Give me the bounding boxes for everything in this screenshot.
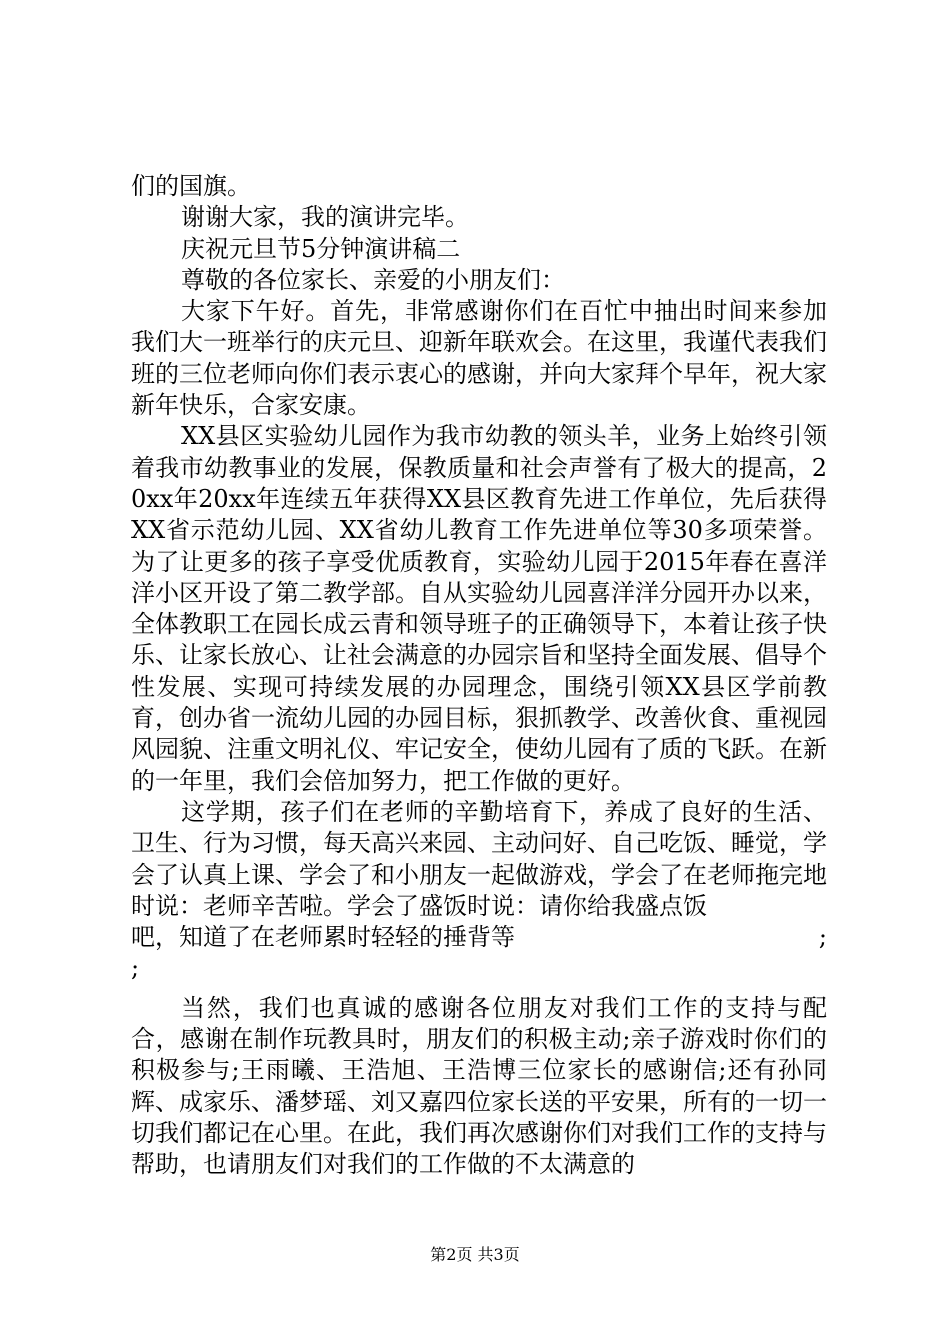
paragraph: 谢谢大家，我的演讲完毕。 bbox=[181, 203, 469, 232]
page-number-footer: 第2页 共3页 bbox=[430, 1245, 520, 1264]
paragraph: 这学期，孩子们在老师的辛勤培育下，养成了良好的生活、卫生、行为习惯，每天高兴来园、主动问好、自己吃饭、睡觉，学会了认真上课、学会了和小朋友一起做游戏，学会了在老师拖完地时说：老师辛苦啦。学会了盛饭时说：请你给我盛点饭 bbox=[131, 797, 827, 920]
document-body bbox=[131, 171, 827, 1181]
paragraph: 们的国旗。 bbox=[131, 172, 251, 200]
trailing-semicolon: ; bbox=[818, 923, 827, 952]
line-with-trailing-semicolon bbox=[131, 922, 827, 953]
paragraph: XX县区实验幼儿园作为我市幼教的领头羊，业务上始终引领着我市幼教事业的发展，保教质量和社会声誉有了极大的提高，20xx年20xx年连续五年获得XX县区教育先进工作单位，先后获得XX省示范幼儿园、XX省幼儿教育工作先进单位等30多项荣誉。为了让更多的孩子享受优质教育，实验幼儿园于2015年春在喜洋洋小区开设了第二教学部。自从实验幼儿园喜洋洋分园开办以来，全体教职工在园长成云青和领导班子的正确领导下，本着让孩子快乐、让家长放心、让社会满意的办园宗旨和坚持全面发展、倡导个性发展、实现可持续发展的办园理念，围绕引领XX县区学前教育，创办省一流幼儿园的办园目标，狠抓教学、改善伙食、重视园风园貌、注重文明礼仪、牢记安全，使幼儿园有了质的飞跃。在新的一年里，我们会倍加努力，把工作做的更好。 bbox=[131, 422, 827, 795]
section-heading: 庆祝元旦节5分钟演讲稿二 bbox=[181, 234, 461, 263]
paragraph: 大家下午好。首先，非常感谢你们在百忙中抽出时间来参加我们大一班举行的庆元旦、迎新年联欢会。在这里，我谨代表我们班的三位老师向你们表示衷心的感谢，并向大家拜个早年，祝大家新年快乐，合家安康。 bbox=[131, 297, 827, 420]
paragraph: 当然，我们也真诚的感谢各位朋友对我们工作的支持与配合，感谢在制作玩教具时，朋友们的积极主动;亲子游戏时你们的积极参与;王雨曦、王浩旭、王浩博三位家长的感谢信;还有孙同辉、成家乐、潘梦瑶、刘又嘉四位家长送的平安果，所有的一切一切我们都记在心里。在此，我们再次感谢你们对我们工作的支持与帮助，也请朋友们对我们的工作做的不太满意的 bbox=[131, 993, 827, 1179]
salutation: 尊敬的各位家长、亲爱的小朋友们： bbox=[181, 265, 565, 294]
line-text: 吧，知道了在老师累时轻轻的捶背等 bbox=[131, 923, 515, 952]
semicolon-line: ; bbox=[131, 954, 140, 983]
paragraph-tail bbox=[131, 922, 827, 985]
spacer bbox=[131, 985, 827, 993]
